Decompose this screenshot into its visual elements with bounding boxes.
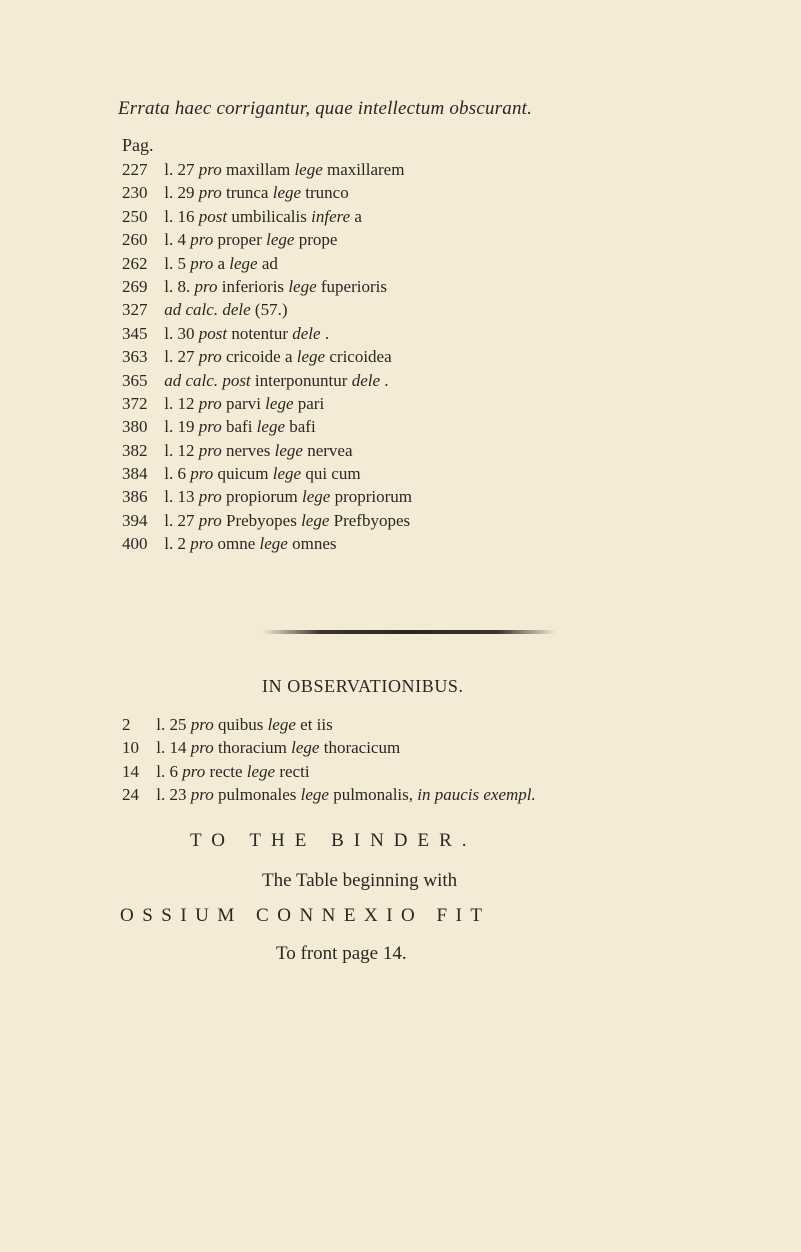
errata-entry: 227 l. 27 pro maxillam lege maxillarem [122,160,405,179]
errata-entry: 260 l. 4 pro proper lege prope [122,230,338,250]
errata-entry: 400 l. 2 pro omne lege omnes [122,534,337,554]
binder-placement: To front page 14. [276,943,407,964]
errata-entry: 386 l. 13 pro propiorum lege propriorum [122,487,413,507]
errata-entry: 382 l. 12 pro nerves lege nervea [122,440,353,460]
observation-entry: 2 l. 25 pro quibus lege et iis [122,715,333,734]
errata-entry: 269 l. 8. pro inferioris lege fuperioris [122,276,387,296]
errata-entry: 394 l. 27 pro Prebyopes lege Prefbyopes [122,510,411,530]
observation-entry: 10 l. 14 pro thoracium lege thoracicum [122,738,401,758]
errata-entry: 365 ad calc. post interponuntur dele . [122,370,389,390]
section-divider [262,630,556,634]
errata-entry: 230 l. 29 pro trunca lege trunco [122,183,349,203]
binder-heading: TO THE BINDER. [190,830,477,851]
errata-entry: 250 l. 16 post umbilicalis infere a [122,206,362,226]
binder-instruction: The Table beginning with [262,870,458,891]
errata-entry: 380 l. 19 pro bafi lege bafi [122,417,316,437]
errata-entry: 384 l. 6 pro quicum lege qui cum [122,464,361,484]
page-column-label: Pag. [122,135,154,155]
observations-heading: IN OBSERVATIONIBUS. [262,676,464,696]
errata-title: Errata haec corrigantur, quae intellectum obscurant. [118,98,533,119]
errata-entry: 372 l. 12 pro parvi lege pari [122,393,325,413]
errata-entry: 327 ad calc. dele (57.) [122,300,288,320]
binder-table-name: OSSIUM CONNEXIO FIT [120,905,491,926]
errata-entry: 345 l. 30 post notentur dele . [122,323,330,343]
errata-list [122,160,412,558]
errata-entry: 363 l. 27 pro cricoide a lege cricoidea [122,347,392,367]
observation-entry: 24 l. 23 pro pulmonales lege pulmonalis, in paucis exempl. [122,785,536,805]
observation-entry: 14 l. 6 pro recte lege recti [122,761,310,781]
observations-list [122,715,536,809]
errata-entry: 262 l. 5 pro a lege ad [122,253,278,273]
